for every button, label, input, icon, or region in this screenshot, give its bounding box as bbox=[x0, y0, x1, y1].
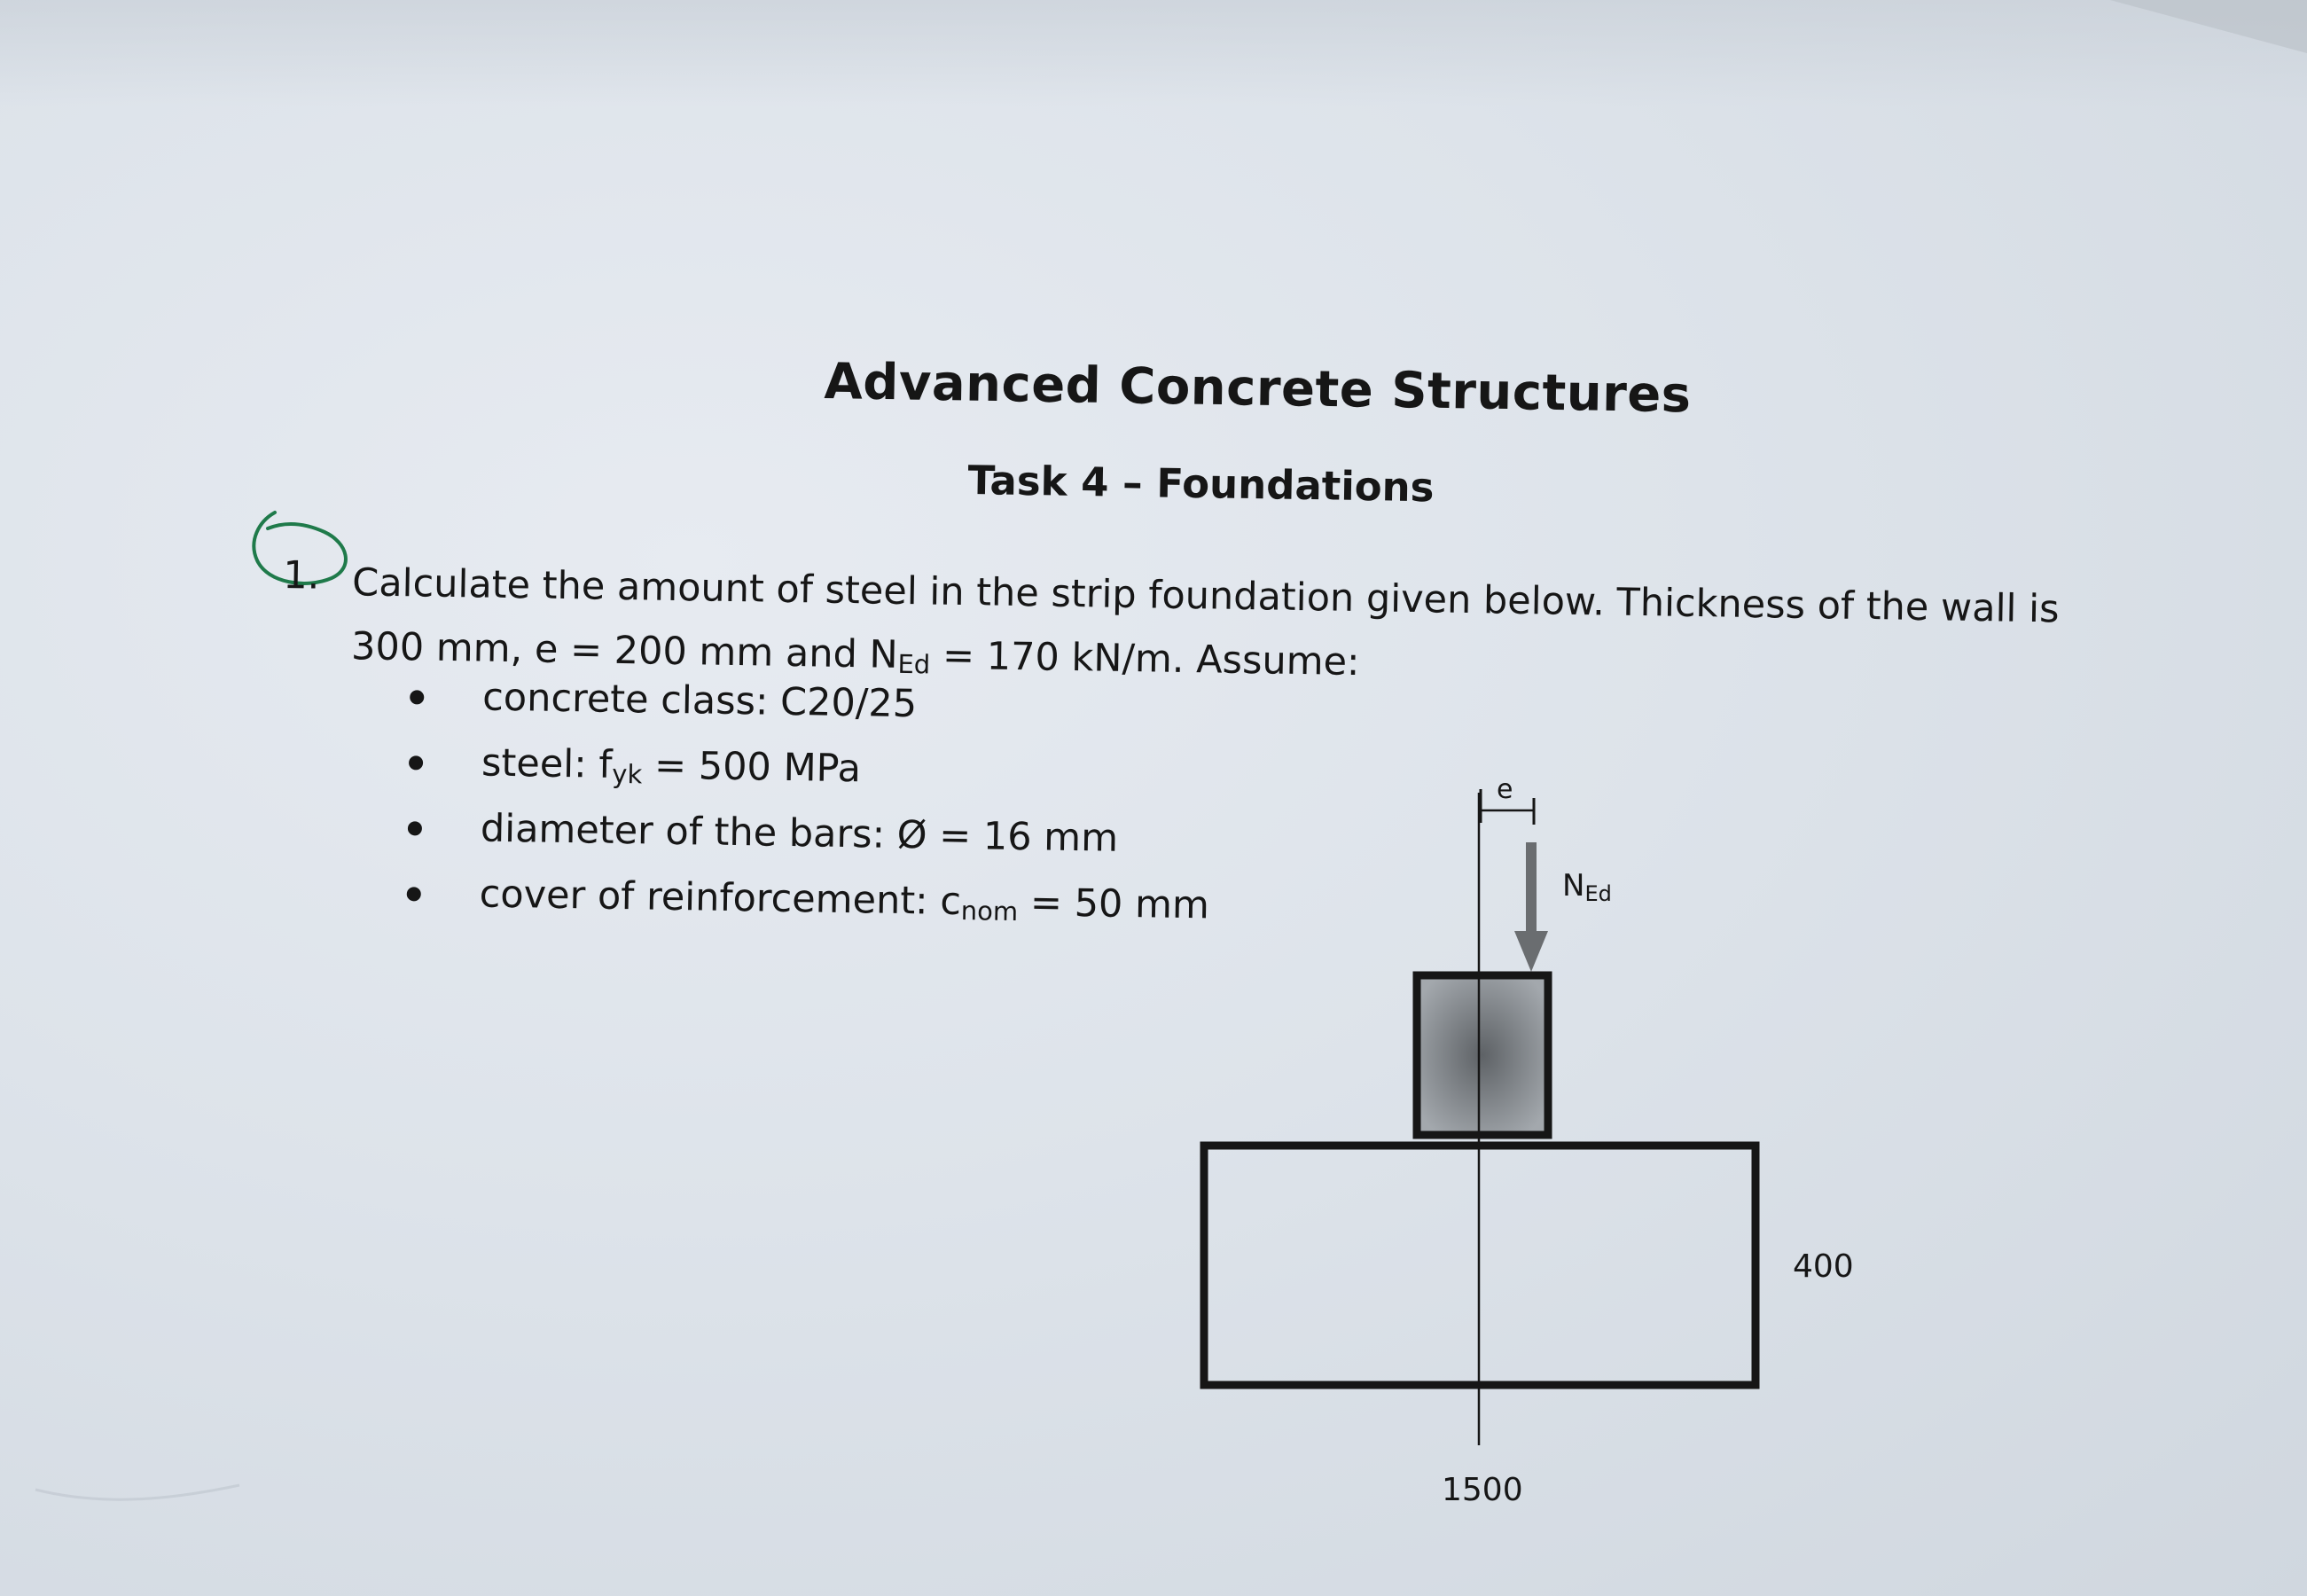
load-label bbox=[1562, 868, 1612, 906]
cover-text: cover of reinforcement: c bbox=[479, 872, 962, 925]
footing-height-label: 400 bbox=[1793, 1248, 1854, 1285]
cnom-subscript: nom bbox=[960, 896, 1019, 927]
bullet-dot-icon bbox=[408, 821, 422, 835]
document-title: Advanced Concrete Structures bbox=[823, 353, 1693, 425]
bar-diameter-text: diameter of the bars: Ø = 16 mm bbox=[480, 806, 1119, 861]
wall bbox=[1417, 975, 1548, 1135]
foundation-diagram bbox=[1153, 754, 1951, 1552]
question-line-2-end: = 170 kN/m. Assume: bbox=[929, 633, 1360, 685]
list-item bbox=[408, 739, 1211, 818]
document-subtitle: Task 4 – Foundations bbox=[967, 457, 1435, 512]
question-number: 1. bbox=[282, 552, 320, 598]
list-item bbox=[409, 674, 1212, 752]
footing-width-label: 1500 bbox=[1442, 1472, 1523, 1508]
concrete-class-text: concrete class: C20/25 bbox=[481, 675, 918, 727]
cover-value: = 50 mm bbox=[1017, 880, 1210, 928]
ned-subscript: Ed bbox=[897, 648, 931, 680]
list-item bbox=[407, 805, 1210, 883]
bullet-dot-icon bbox=[410, 690, 424, 704]
load-arrow-head bbox=[1514, 931, 1548, 972]
steel-value: = 500 MPa bbox=[642, 743, 862, 792]
eccentricity-label: e bbox=[1497, 774, 1513, 805]
assumptions-list bbox=[406, 674, 1213, 949]
list-item bbox=[406, 871, 1209, 949]
fyk-subscript: yk bbox=[612, 758, 643, 790]
load-label-main: N bbox=[1562, 868, 1585, 904]
bullet-dot-icon bbox=[407, 887, 421, 901]
bullet-dot-icon bbox=[409, 755, 423, 770]
question-line-2-start: 300 mm, e = 200 mm and N bbox=[350, 624, 899, 677]
steel-text: steel: f bbox=[481, 740, 613, 787]
question-line-1: Calculate the amount of steel in the strip foundation given below. Thickness of the wall is bbox=[351, 560, 2060, 632]
load-label-subscript: Ed bbox=[1584, 881, 1612, 906]
